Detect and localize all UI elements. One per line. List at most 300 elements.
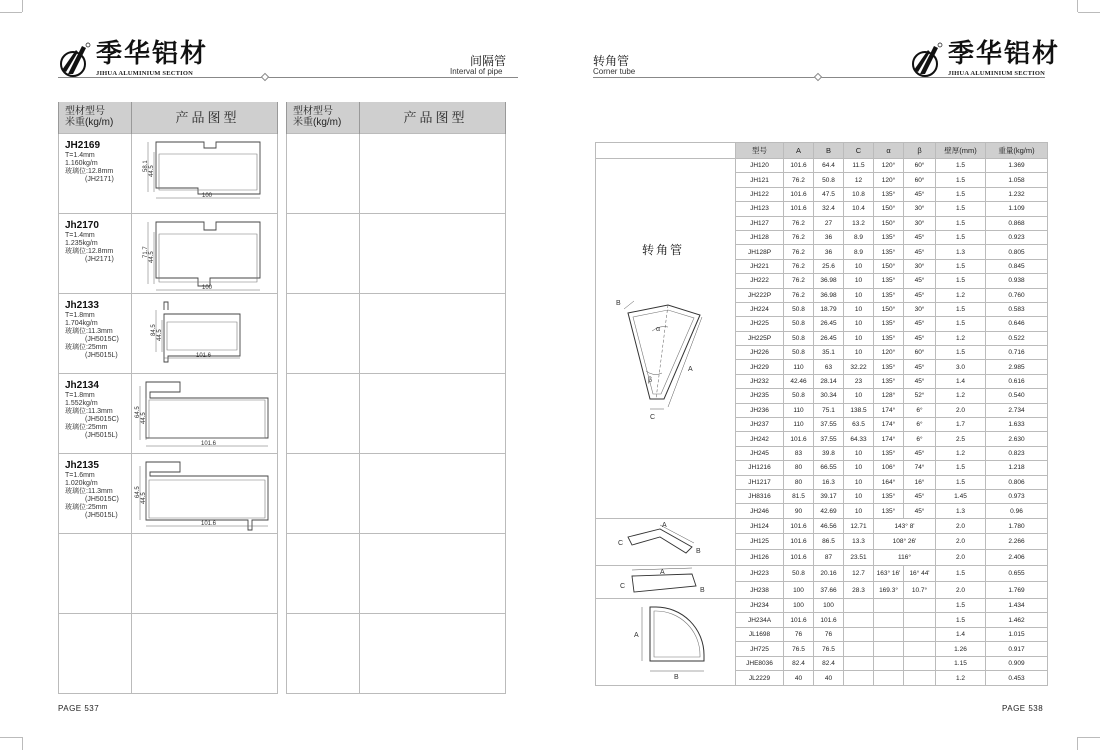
table-cell: 120° <box>874 173 904 187</box>
table-cell: 39.17 <box>814 489 844 503</box>
table-cell: 1.4 <box>936 627 986 642</box>
table-cell <box>844 598 874 613</box>
label-c: C <box>617 539 623 547</box>
empty-row <box>287 293 506 373</box>
brand-mark-icon <box>910 40 944 78</box>
table-cell: 10 <box>844 489 874 503</box>
profile-drawing <box>136 378 274 452</box>
product-code: Jh2133 <box>65 299 99 311</box>
product-info <box>59 133 132 213</box>
product-code: Jh2135 <box>65 459 99 471</box>
table-cell: 1.5 <box>936 613 986 628</box>
table-cell: 76.5 <box>784 642 814 657</box>
table-cell: JH127 <box>736 216 784 230</box>
table-cell: 42.69 <box>814 504 844 518</box>
empty-row <box>287 613 506 693</box>
table-cell: JH225P <box>736 331 784 345</box>
product-spec: T=1.8mm <box>65 391 95 399</box>
table-cell: 10 <box>844 504 874 518</box>
product-spec: 玻璃位:11.3mm <box>65 407 113 415</box>
table-cell: JH222 <box>736 274 784 288</box>
table-cell: 101.6 <box>814 613 844 628</box>
dim-label: 44.5 <box>141 411 147 424</box>
table-cell: 1.15 <box>936 656 986 671</box>
table-cell: 80 <box>784 475 814 489</box>
table-cell: 135° <box>874 187 904 201</box>
table-cell: 12 <box>844 173 874 187</box>
table-cell: 0.938 <box>986 274 1048 288</box>
table-cell: 1.2 <box>936 389 986 403</box>
product-spec: T=1.6mm <box>65 471 95 479</box>
table-cell <box>904 656 936 671</box>
table-cell: 26.45 <box>814 331 844 345</box>
label-b: B <box>616 300 621 307</box>
profile-drawing <box>136 298 274 372</box>
table-cell: 86.5 <box>814 534 844 550</box>
label-alpha: α <box>656 326 661 333</box>
table-cell: JH1216 <box>736 461 784 475</box>
table-cell: 10 <box>844 475 874 489</box>
label-b: B <box>699 586 705 594</box>
table-cell: 1.3 <box>936 504 986 518</box>
table-cell: 1.45 <box>936 489 986 503</box>
table-cell: 63.5 <box>844 418 874 432</box>
table-cell: 100 <box>814 598 844 613</box>
table-cell: JH232 <box>736 374 784 388</box>
table-cell: 26.45 <box>814 317 844 331</box>
dim-label: 44.5 <box>141 491 147 504</box>
table-cell: 0.646 <box>986 317 1048 331</box>
table-cell: 16.3 <box>814 475 844 489</box>
table-cell: 1.5 <box>936 159 986 173</box>
table-cell: 45° <box>904 360 936 374</box>
table-cell: 76.2 <box>784 216 814 230</box>
empty-cell <box>360 293 506 373</box>
table-cell: 12.7 <box>844 565 874 582</box>
table-cell: JL1698 <box>736 627 784 642</box>
column-header: 壁厚(mm) <box>936 143 986 159</box>
table-cell: 45° <box>904 230 936 244</box>
table-cell: 45° <box>904 374 936 388</box>
table-cell: 20.16 <box>814 565 844 582</box>
table-cell: JH1217 <box>736 475 784 489</box>
table-cell: 46.56 <box>814 518 844 534</box>
table-cell: 45° <box>904 288 936 302</box>
table-cell: 100 <box>784 582 814 599</box>
table-cell: 36.98 <box>814 288 844 302</box>
empty-cell <box>287 453 360 533</box>
picture-header: 产品图型 <box>360 102 506 133</box>
table-cell: 1.5 <box>936 346 986 360</box>
table-cell: JH235 <box>736 389 784 403</box>
table-cell: JH237 <box>736 418 784 432</box>
table-cell: 1.2 <box>936 331 986 345</box>
table-cell: JH122 <box>736 187 784 201</box>
quarter-tube-diagram <box>598 599 734 683</box>
empty-row <box>287 533 506 613</box>
table-cell: 36 <box>814 230 844 244</box>
table-cell: 83 <box>784 446 814 460</box>
table-cell: JH236 <box>736 403 784 417</box>
table-cell: 2.630 <box>986 432 1048 446</box>
table-cell: 28.14 <box>814 374 844 388</box>
table-cell: 13.3 <box>844 534 874 550</box>
table-cell: 60° <box>904 346 936 360</box>
product-spec: 1.552kg/m <box>65 399 98 407</box>
table-cell: 135° <box>874 245 904 259</box>
table-cell: JH242 <box>736 432 784 446</box>
product-spec: (JH5015L) <box>85 351 118 359</box>
product-row <box>59 213 278 293</box>
label-a: A <box>659 568 665 576</box>
product-spec: 1.235kg/m <box>65 239 98 247</box>
table-cell: 30° <box>904 202 936 216</box>
table-cell: 101.6 <box>784 187 814 201</box>
table-cell: 0.845 <box>986 259 1048 273</box>
table-cell: 0.805 <box>986 245 1048 259</box>
table-cell: 10 <box>844 446 874 460</box>
table-cell: 25.6 <box>814 259 844 273</box>
table-cell <box>874 671 904 686</box>
table-cell: 100 <box>784 598 814 613</box>
table-cell: JL2229 <box>736 671 784 686</box>
table-cell: 28.3 <box>844 582 874 599</box>
table-cell: 32.22 <box>844 360 874 374</box>
product-info <box>59 373 132 453</box>
brand-subtitle: JIHUA ALUMINIUM SECTION <box>948 70 1046 77</box>
product-spec: 玻璃位:11.3mm <box>65 327 113 335</box>
brand-mark-icon <box>58 40 92 78</box>
table-cell: JH125 <box>736 534 784 550</box>
table-cell: 3.0 <box>936 360 986 374</box>
product-spec: (JH2171) <box>85 255 114 263</box>
section-subtitle: Interval of pipe <box>450 67 503 76</box>
table-cell: 0.973 <box>986 489 1048 503</box>
product-spec: (JH5015L) <box>85 511 118 519</box>
product-drawing <box>132 293 278 373</box>
table-cell: 52° <box>904 389 936 403</box>
empty-cell <box>360 213 506 293</box>
table-cell: JH234A <box>736 613 784 628</box>
table-cell: 2.5 <box>936 432 986 446</box>
table-cell: 60° <box>904 173 936 187</box>
table-cell <box>844 613 874 628</box>
column-header: A <box>784 143 814 159</box>
table-row <box>596 159 1048 173</box>
table-cell: JH123 <box>736 202 784 216</box>
table-cell: 1.5 <box>936 216 986 230</box>
empty-cell <box>360 133 506 213</box>
table-cell: 2.0 <box>936 534 986 550</box>
product-spec: 玻璃位:25mm <box>65 423 108 431</box>
column-header: C <box>844 143 874 159</box>
table-cell: JH126 <box>736 550 784 566</box>
table-cell: 0.583 <box>986 302 1048 316</box>
table-cell: 101.6 <box>784 432 814 446</box>
table-cell: 101.6 <box>784 550 814 566</box>
table-cell: 1.633 <box>986 418 1048 432</box>
table-cell: 2.985 <box>986 360 1048 374</box>
table-cell: 0.868 <box>986 216 1048 230</box>
table-cell: 0.655 <box>986 565 1048 582</box>
table-cell: 101.6 <box>784 202 814 216</box>
table-cell: 80 <box>784 461 814 475</box>
model-header: 型材型号 米重(kg/m) <box>59 102 132 133</box>
table-cell: 174° <box>874 432 904 446</box>
table-cell: 87 <box>814 550 844 566</box>
table-cell: 110 <box>784 360 814 374</box>
table-cell: 135° <box>874 288 904 302</box>
table-cell: 10 <box>844 317 874 331</box>
table-cell: 1.7 <box>936 418 986 432</box>
table-cell: 1.5 <box>936 173 986 187</box>
table-cell: 1.5 <box>936 598 986 613</box>
model-header: 型材型号 米重(kg/m) <box>287 102 360 133</box>
table-cell: 164° <box>874 475 904 489</box>
brand-name: 季华铝材 <box>948 39 1061 69</box>
product-spec: T=1.4mm <box>65 151 95 159</box>
table-cell: 0.823 <box>986 446 1048 460</box>
profile-drawing <box>136 458 274 532</box>
table-cell: 50.8 <box>784 346 814 360</box>
table-cell: 30° <box>904 259 936 273</box>
table-cell: 135° <box>874 360 904 374</box>
header-ornament <box>261 73 269 81</box>
empty-row <box>287 453 506 533</box>
table-cell: 8.9 <box>844 245 874 259</box>
dim-label: 101.6 <box>196 352 212 359</box>
table-cell: 101.6 <box>784 518 814 534</box>
brand-logo <box>910 40 1060 78</box>
table-cell: 50.8 <box>784 565 814 582</box>
table-cell: 50.8 <box>784 317 814 331</box>
empty-row <box>59 533 278 613</box>
section-title: 转角管 <box>593 54 630 68</box>
table-cell: 1.3 <box>936 245 986 259</box>
product-drawing <box>132 373 278 453</box>
table-cell: 116° <box>874 550 936 566</box>
table-cell: 16° 44' <box>904 565 936 582</box>
table-cell: 76.5 <box>814 642 844 657</box>
table-cell: 45° <box>904 504 936 518</box>
profile-outline <box>156 142 260 194</box>
table-cell: 10 <box>844 288 874 302</box>
product-info <box>59 453 132 533</box>
product-spec: T=1.8mm <box>65 311 95 319</box>
table-cell: 0.917 <box>986 642 1048 657</box>
table-cell: 110 <box>784 418 814 432</box>
table-cell: 0.909 <box>986 656 1048 671</box>
table-cell: JH128P <box>736 245 784 259</box>
table-cell: 10 <box>844 461 874 475</box>
table-cell: 66.55 <box>814 461 844 475</box>
table-cell: JH8316 <box>736 489 784 503</box>
page-number: PAGE 537 <box>58 704 100 713</box>
profile-inner <box>167 322 237 350</box>
table-cell: 150° <box>874 302 904 316</box>
table-cell: 81.5 <box>784 489 814 503</box>
table-cell: 120° <box>874 159 904 173</box>
profile-outline <box>156 222 260 286</box>
dim-label: 100 <box>202 192 213 199</box>
dim-label: 44.5 <box>149 250 155 263</box>
table-cell: 128° <box>874 389 904 403</box>
table-cell <box>874 598 904 613</box>
product-spec: 1.020kg/m <box>65 479 98 487</box>
table-cell: JH245 <box>736 446 784 460</box>
product-spec: (JH5015C) <box>85 415 119 423</box>
table-cell: 16° <box>904 475 936 489</box>
label-a: A <box>633 631 639 639</box>
table-cell: 10 <box>844 389 874 403</box>
empty-cell <box>287 613 360 693</box>
table-row <box>596 565 1048 582</box>
table-cell: 60° <box>904 159 936 173</box>
empty-cell <box>132 533 278 613</box>
table-cell: 106° <box>874 461 904 475</box>
table-cell: 82.4 <box>784 656 814 671</box>
table-cell: 40 <box>814 671 844 686</box>
table-cell: 0.716 <box>986 346 1048 360</box>
table-cell: JH128 <box>736 230 784 244</box>
table-cell: 76.2 <box>784 173 814 187</box>
dim-label: 44.5 <box>149 164 155 177</box>
product-drawing <box>132 133 278 213</box>
product-spec: 1.704kg/m <box>65 319 98 327</box>
table-cell: 12.71 <box>844 518 874 534</box>
table-cell: 1.5 <box>936 259 986 273</box>
column-header: B <box>814 143 844 159</box>
table-cell: 45° <box>904 331 936 345</box>
header-rule <box>58 77 518 78</box>
column-header: 型号 <box>736 143 784 159</box>
table-cell: 135° <box>874 331 904 345</box>
table-cell: 37.55 <box>814 418 844 432</box>
table-cell: 10.7° <box>904 582 936 599</box>
empty-cell <box>287 373 360 453</box>
column-header: 重量(kg/m) <box>986 143 1048 159</box>
table-cell: 1.2 <box>936 288 986 302</box>
table-cell: 1.4 <box>936 374 986 388</box>
diagram-cell-group4 <box>596 598 736 685</box>
table-cell: 150° <box>874 259 904 273</box>
table-cell: 1.058 <box>986 173 1048 187</box>
table-cell: 39.8 <box>814 446 844 460</box>
table-cell: 0.923 <box>986 230 1048 244</box>
table-cell: JH224 <box>736 302 784 316</box>
table-cell: 1.780 <box>986 518 1048 534</box>
table-cell: 76 <box>814 627 844 642</box>
column-header: β <box>904 143 936 159</box>
label-beta: β <box>648 377 653 384</box>
product-drawing <box>132 213 278 293</box>
table-cell: 101.6 <box>784 159 814 173</box>
table-cell <box>874 656 904 671</box>
empty-row <box>287 133 506 213</box>
table-cell: 1.462 <box>986 613 1048 628</box>
table-cell: JH124 <box>736 518 784 534</box>
product-table-2 <box>286 102 506 694</box>
table-cell: 1.5 <box>936 302 986 316</box>
table-cell <box>904 671 936 686</box>
dim-label: 64.5 <box>135 405 141 418</box>
table-cell: 82.4 <box>814 656 844 671</box>
table-cell: JH246 <box>736 504 784 518</box>
table-cell <box>844 627 874 642</box>
diagram-header-cell <box>596 143 736 159</box>
table-cell: 0.96 <box>986 504 1048 518</box>
dim-label: 58.1 <box>143 159 149 172</box>
label-a: A <box>661 521 667 529</box>
table-cell: 64.33 <box>844 432 874 446</box>
diagram-cell-group2 <box>596 518 736 565</box>
table-cell: JH121 <box>736 173 784 187</box>
table-cell: 45° <box>904 489 936 503</box>
table-cell: 76.2 <box>784 245 814 259</box>
table-cell: 0.540 <box>986 389 1048 403</box>
empty-cell <box>360 613 506 693</box>
table-cell: 63 <box>814 360 844 374</box>
empty-cell <box>59 613 132 693</box>
table-cell: 37.66 <box>814 582 844 599</box>
product-spec: (JH2171) <box>85 175 114 183</box>
product-info <box>59 293 132 373</box>
empty-row <box>59 613 278 693</box>
table-cell: JH725 <box>736 642 784 657</box>
table-cell <box>844 656 874 671</box>
table-cell: 1.769 <box>986 582 1048 599</box>
table-cell: JH234 <box>736 598 784 613</box>
brand-name: 季华铝材 <box>96 39 209 69</box>
table-cell: 174° <box>874 403 904 417</box>
table-cell: 1.5 <box>936 475 986 489</box>
profile-drawing <box>136 138 274 212</box>
table-cell: 2.0 <box>936 403 986 417</box>
table-cell: 10.4 <box>844 202 874 216</box>
table-cell: 1.2 <box>936 446 986 460</box>
product-row <box>59 133 278 213</box>
table-cell <box>904 598 936 613</box>
product-spec: 玻璃位:12.8mm <box>65 167 114 175</box>
table-cell: 45° <box>904 187 936 201</box>
product-spec: 玻璃位:12.8mm <box>65 247 114 255</box>
page-number: PAGE 538 <box>1002 704 1044 713</box>
section-title: 间隔管 <box>470 54 507 68</box>
table-cell: 1.434 <box>986 598 1048 613</box>
product-info <box>59 213 132 293</box>
dim-label: 64.5 <box>135 485 141 498</box>
table-cell: 10 <box>844 331 874 345</box>
table-cell: 135° <box>874 317 904 331</box>
table-cell: 32.4 <box>814 202 844 216</box>
table-cell: 30.34 <box>814 389 844 403</box>
empty-cell <box>59 533 132 613</box>
table-cell: 1.218 <box>986 461 1048 475</box>
table-cell: 1.5 <box>936 317 986 331</box>
empty-cell <box>287 133 360 213</box>
table-cell: 50.8 <box>784 389 814 403</box>
empty-cell <box>360 453 506 533</box>
table-cell: 169.3° <box>874 582 904 599</box>
table-cell: 6° <box>904 418 936 432</box>
dim-label: 84.5 <box>151 323 157 336</box>
table-cell: 1.5 <box>936 565 986 582</box>
table-cell: 135° <box>874 489 904 503</box>
section-subtitle: Corner tube <box>593 67 636 76</box>
table-cell <box>874 642 904 657</box>
label-a: A <box>688 366 693 373</box>
label-b: B <box>673 673 679 681</box>
